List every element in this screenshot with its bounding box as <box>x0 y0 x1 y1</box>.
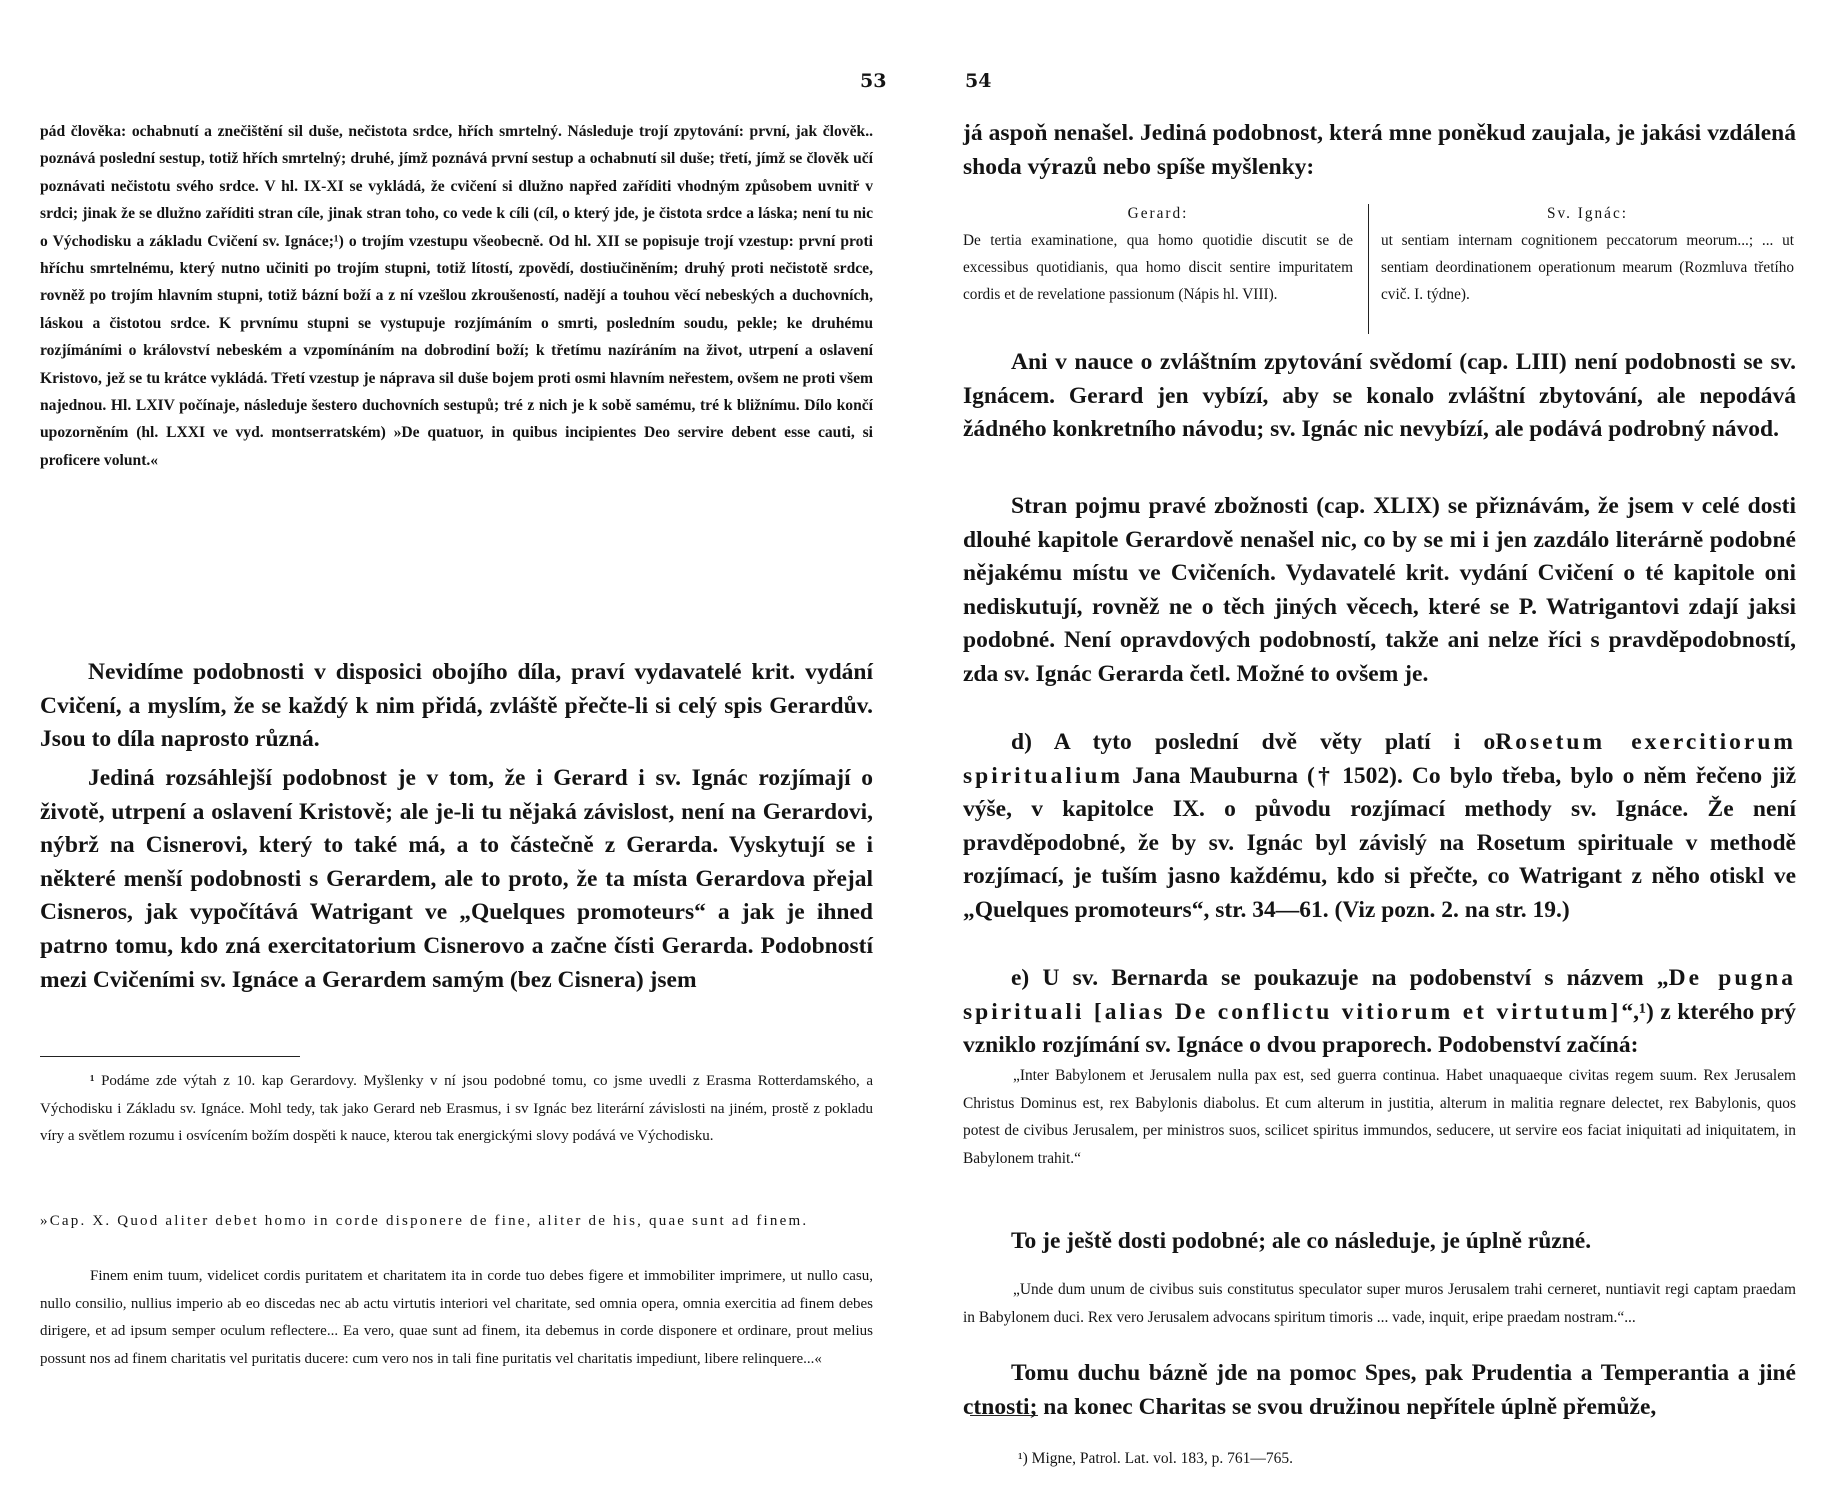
bernard-mark: “,¹) <box>1621 998 1654 1025</box>
footnote-right: ¹) Migne, Patrol. Lat. vol. 183, p. 761—765. <box>1018 1450 1294 1467</box>
intro-paragraph: já aspoň nenašel. Jediná podobnost, která mne poněkud zaujala, je jakási vzdálená shoda výrazů nebo spíše myšlenky: <box>963 120 1796 180</box>
footnote-text: Podáme zde výtah z 10. kap Gerardovy. Myšlenky v ní jsou podobné tomu, co jsme uvedli z Erasma Rotterdamského, a Východisku i Základu sv. Ignáce. Mohl tedy, tak jako Gerard neb Erasmus, i sv Ignác bez literární závislosti na jiném, prostě z pokladu víry a světlem rozumu i osvícením božím dospěti k nauce, kterou tak energickými slovy podává ve Východisku. <box>40 1073 874 1144</box>
comparison-table <box>963 200 1796 340</box>
rosetum-lead: d) A tyto poslední dvě věty platí i o <box>1011 729 1496 755</box>
page-number-left: 53 <box>860 70 887 92</box>
paragraph-examination: Ani v nauce o zvláštním zpytování svědomí (cap. LIII) není podobnosti se sv. Ignácem. Gerard jen vybízí, aby se konalo zvláštní zbytování, ale nepodává žádného konkretního návodu; sv. Ignác nic nevybízí, ale podává podrobný návod. <box>963 349 1796 443</box>
footnote-left <box>40 1068 873 1151</box>
paragraph-similarity: Jediná rozsáhlejší podobnost je v tom, že i Gerard i sv. Ignác rozjímají o životě, utrpení a oslavení Kristově; ale je-li tu nějaká závislost, není na Gerardovi, nýbrž na Cisnerovi, který to také má, a to částečně z Gerarda. Vyskytují se i některé menší podobnosti s Gerardem, ale to proto, že ta místa Gerardova přejal Cisneros, jak vypočítává Watrigant ve „Quelques promoteurs“ a jak je ihned patrno tomu, kdo zná exercitatorium Cisnerovo a začne čísti Gerarda. Podobností mezi Cvičeními sv. Ignáce a Gerardem samým (bez Cisnera) jsem <box>40 765 873 993</box>
rosetum-rest: Jana Mauburna († 1502). Co bylo třeba, bylo o něm řečeno již výše, v kapitolce IX. o původu rozjímací methody sv. Ignáce. Že není pravděpodobné, že by sv. Ignác byl závislý na Rosetum spirituale v methodě rozjímací, je tuším jasno každému, kdo si přečte, co Watrigant z něho otiskl ve „Quelques promoteurs“, str. 34—61. (Viz pozn. 2. na str. 19.) <box>963 762 1797 923</box>
rosetum-title: Rosetum exercitiorum spiritualium <box>963 729 1796 789</box>
column-divider <box>1368 204 1369 334</box>
footnote-divider <box>40 1056 300 1057</box>
comparison-gerard-title: Gerard: <box>1127 205 1189 222</box>
page-number-right: 54 <box>965 70 992 92</box>
bernard-title: De pugna spirituali [alias De conflictu vitiorum et virtutum] <box>963 965 1796 1025</box>
latin-quote-1: „Inter Babylonem et Jerusalem nulla pax est, sed guerra continua. Habet unaquaeque civitas regem suum. Rex Jerusalem Christus Dominus est, rex Babylonis diabolus. Et cum alterum in justitia, alterum in malitia regnare delectet, rex Babylonis, quos potest de civibus Jerusalem, per ministros suos, scilicet spiritus immundos, seducere, ut servire eos faciat iniquitati ad iniquitatem, in Babylonem trahit.“ <box>963 1067 1796 1167</box>
footnote-mark: ¹ <box>90 1073 95 1089</box>
paragraph-bernard <box>963 962 1796 1063</box>
paragraph-similar-different: To je ještě dosti podobné; ale co následuje, je úplně různé. <box>1011 1228 1592 1254</box>
comparison-gerard <box>963 200 1353 308</box>
latin-quote-2: „Unde dum unum de civibus suis constitutus speculator super muros Jerusalem trahi cerneret, nuntiavit regi captam praedam in Babylonem duci. Rex vero Jerusalem advocans spiritum timoris ... vade, inquit, eripe praedam nostram.“... <box>963 1281 1796 1326</box>
quote-body: Finem enim tuum, videlicet cordis puritatem et charitatem ita in corde tuo debes figere et immobiliter imprimere, ut nullo casu, nullo consilio, nullius imperio ab eo discedas nec ab actu virtutis interiori vel charitate, sed omnia opera, omnia exercitia ad finem debes dirigere, et ad ipsum semper oculum reflectere... Ea vero, quae sunt ad finem, ita debemus in corde disponere et ordinare, prout melius possunt nos ad finem charitatis vel puritatis ducere: cum vero nos in tali fine puritatis vel charitatis impediunt, libere relinquere...« <box>40 1268 873 1367</box>
paragraph-piety: Stran pojmu pravé zbožnosti (cap. XLIX) se přiznávám, že jsem v celé dosti dlouhé kapitole Gerardově nenašel nic, co by se mi i jen zazdálo literárně podobné nějakému místu ve Cvičeních. Vydavatelé krit. vydání Cvičení o té kapitole oni nediskutují, rovněž ne o těch jiných věcech, které se P. Watrigantovi zdají jaksi podobné. Není opravdových podobností, takže ani nelze říci s pravděpodobností, zda sv. Ignác Gerarda četl. Možné to ovšem je. <box>963 493 1796 687</box>
summary-paragraph: pád člověka: ochabnutí a znečištění sil duše, nečistota srdce, hřích smrtelný. Následuje trojí zpytování: první, jak člověk.. poznává poslední sestup, totiž hřích smrtelný; druhé, jímž poznává první sestup a ochabnutí sil duše; třetí, jímž se člověk učí poznávati nečistotu svého srdce. V hl. IX-XI se vykládá, že cvičení si dlužno napřed zaříditi vhodným způsobem uvnitř v srdci; jinak že se dlužno zaříditi stran cíle, jinak stran toho, co vede k cíli (cíl, o který jde, je čistota srdce a láska; není tu nic o Východisku a základu Cvičení sv. Ignáce;¹) o trojím vzestupu všeobecně. Od hl. XII se popisuje trojí vzestup: první proti hříchu smrtelnému, který nutno učiniti po trojím stupni, totiž lítostí, zpovědí, dostiučiněním; druhý proti nečistotě srdce, rovněž po trojím hlavním stupni, totiž bázní boží a z ní vzešlou zkroušeností, nadějí a touhou věcí nebeských a duchovních, láskou a čistotou srdce. K prvnímu stupni se vystupuje rozjímáním o smrti, posledním soudu, pekle; ke druhému rozjímáními o království nebeském a vzpomínáním na dobrodiní boží; k třetímu nazíráním na život, utrpení a oslavení Kristovo, jež se tu krátce vykládá. Třetí vzestup je náprava sil duše bojem proti osmi hlavním neřestem, ovšem ne proti všem najednou. Hl. LXIV počínaje, následuje šestero duchovních sestupů; tré z nich je k sobě samému, tré k bližnímu. Dílo končí upozorněním (hl. LXXI ve vyd. montserratském) »De quatuor, in quibus incipientes Deo servire debent esse cauti, si proficere volunt.« <box>40 123 873 469</box>
comparison-gerard-text: De tertia examinatione, qua homo quotidie discutit se de excessibus quotidianis, qua homo discit sentire impuritatem cordis et de revelatione passionum (Nápis hl. VIII). <box>963 232 1353 303</box>
bernard-lead: e) U sv. Bernarda se poukazuje na podobenství s názvem „ <box>1011 965 1669 991</box>
paragraph-rosetum <box>963 726 1796 928</box>
quote-heading: »Cap. X. Quod aliter debet homo in corde disponere de fine, aliter de his, quae sunt ad finem. <box>40 1213 809 1229</box>
right-page <box>913 0 1826 1500</box>
comparison-ignac-text: ut sentiam internam cognitionem peccatorum meorum...; ... ut sentiam deordinationem operationum mearum (Rozmluva třetího cvič. I. týdne). <box>1381 232 1794 303</box>
bernard-rest: z kterého prý vzniklo rozjímání sv. Ignáce o dvou praporech. Podobenství začíná: <box>963 998 1797 1059</box>
paragraph-virtues: Tomu duchu bázně jde na pomoc Spes, pak Prudentia a Temperantia a jiné ctnosti; na konec Charitas se svou družinou nepřítele úplně přemůže, <box>963 1360 1796 1420</box>
comparison-ignac <box>1381 200 1794 308</box>
footnote-divider-right <box>970 1415 1038 1416</box>
paragraph-dispositions: Nevidíme podobnosti v disposici obojího díla, praví vydavatelé krit. vydání Cvičení, a myslím, že se každý k nim přidá, zvláště přečte-li si celý spis Gerardův. Jsou to díla naprosto různá. <box>40 659 873 753</box>
comparison-ignac-title: Sv. Ignác: <box>1546 205 1629 222</box>
